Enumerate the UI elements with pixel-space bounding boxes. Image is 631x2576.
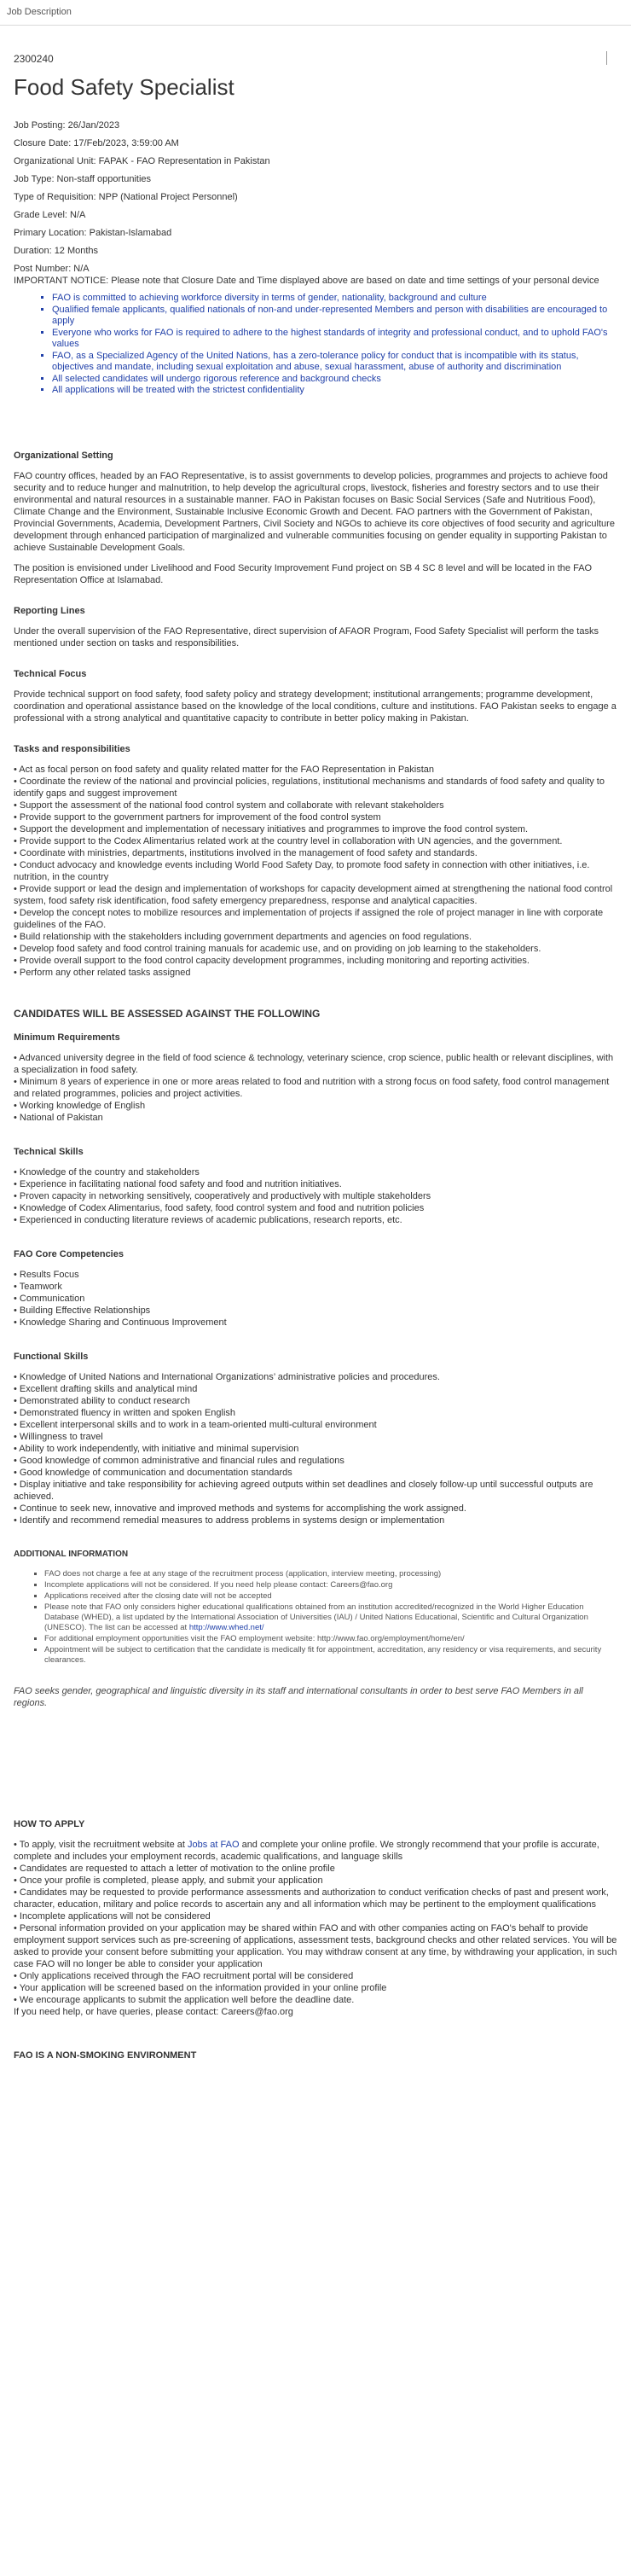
- list-item: • Building Effective Relationships: [14, 1305, 151, 1316]
- technical-skills-list: [14, 1166, 617, 1226]
- list-item: • Identify and recommend remedial measures to address problems in systems design or implementation: [14, 1515, 445, 1526]
- list-item: ▪ FAO does not charge a fee at any stage of the recruitment process (application, interview meeting, processing): [44, 1569, 617, 1579]
- apply-intro-text: • To apply, visit the recruitment website at: [14, 1839, 188, 1850]
- list-item: • Experience in facilitating national food safety and food and nutrition initiatives.: [14, 1178, 342, 1189]
- list-item: If you need help, or have queries, please contact: Careers@fao.org: [14, 2006, 293, 2017]
- list-item: • Knowledge of the country and stakeholders: [14, 1166, 200, 1178]
- core-competencies-heading: FAO Core Competencies: [14, 1248, 124, 1259]
- org-setting-heading: Organizational Setting: [14, 450, 113, 461]
- list-item: ▪ Appointment will be subject to certification that the candidate is medically fit for appointment, accreditation, any residency or visa requirements, and security clearances.: [44, 1645, 617, 1666]
- page-header-title: Job Description: [7, 7, 72, 17]
- list-item: • Support the assessment of the national food control system and collaborate with relevant stakeholders: [14, 800, 444, 811]
- requisition-number: 2300240: [14, 53, 54, 65]
- list-item: • Coordinate with ministries, departments, institutions involved in the management of food safety and standards.: [14, 847, 478, 858]
- meta-grade: Grade Level: N/A: [14, 210, 86, 220]
- list-item: • Provide overall support to the food control capacity development programmes, including monitoring and reporting activities.: [14, 955, 530, 966]
- requisition-row: [14, 51, 617, 68]
- list-item: • Perform any other related tasks assigned: [14, 967, 191, 978]
- meta-location: Primary Location: Pakistan-Islamabad: [14, 228, 172, 238]
- list-item: • Your application will be screened based on the information provided in your online profile: [14, 1982, 387, 1993]
- list-item: • Minimum 8 years of experience in one or more areas related to food and nutrition with a strong focus on food safety, food control management and related programmes, policies and project activities.: [14, 1076, 610, 1099]
- technical-focus-heading: Technical Focus: [14, 668, 87, 679]
- tasks-list: [14, 764, 617, 979]
- list-item: • Provide support to the government partners for improvement of the food control system: [14, 811, 381, 823]
- reporting-heading: Reporting Lines: [14, 605, 85, 616]
- additional-info-list: [14, 1569, 617, 1666]
- list-item: • Experienced in conducting literature reviews of academic publications, research reports, etc.: [14, 1214, 402, 1225]
- list-item: • Proven capacity in networking sensitively, cooperatively and productively with multiple stakeholders: [14, 1190, 431, 1201]
- core-competencies-list: [14, 1269, 617, 1329]
- list-item: ▪ Incomplete applications will not be considered. If you need help please contact: Careers@fao.org: [44, 1580, 617, 1590]
- list-item: • Communication: [14, 1293, 85, 1304]
- technical-focus-text: Provide technical support on food safety, food safety policy and strategy development; institutional arrangements; programme development, coordination and operational assistance based on the knowledge of the local conditions, culture and institutions. FAO Pakistan seeks to engage a professional with a strong analytical and quantitative capacity to contribute in better policy making in Pakistan.: [14, 689, 617, 724]
- list-item: • Once your profile is completed, please apply, and submit your application: [14, 1875, 323, 1886]
- technical-skills-heading: Technical Skills: [14, 1146, 84, 1157]
- meta-job-type: Job Type: Non-staff opportunities: [14, 174, 152, 184]
- list-item: ▪ Applications received after the closing date will not be accepted: [44, 1591, 617, 1602]
- list-item: ▪ All selected candidates will undergo rigorous reference and background checks: [52, 374, 617, 386]
- whed-link[interactable]: http://www.whed.net/: [188, 1622, 264, 1632]
- list-item: • National of Pakistan: [14, 1112, 103, 1123]
- list-item: • Teamwork: [14, 1281, 62, 1292]
- list-item: • Advanced university degree in the field of food science & technology, veterinary science, crop science, public health or relevant disciplines, with a specialization in food safety.: [14, 1052, 614, 1075]
- list-item: • Willingness to travel: [14, 1431, 103, 1442]
- list-item: • Knowledge of United Nations and International Organizations’ administrative policies and procedures.: [14, 1371, 440, 1382]
- list-item: • Demonstrated fluency in written and spoken English: [14, 1407, 236, 1418]
- list-item: ▪ FAO, as a Specialized Agency of the United Nations, has a zero-tolerance policy for conduct that is incompatible with its status, objectives and mandate, including sexual exploitation and abuse, sexual harassment, abuse of authority and discrimination: [52, 351, 617, 374]
- list-item: • Only applications received through the FAO recruitment portal will be considered: [14, 1970, 354, 1981]
- list-item: ▪ For additional employment opportunities visit the FAO employment website: http://www.fao.org/employment/home/en/: [44, 1634, 617, 1644]
- meta-requisition-type: Type of Requisition: NPP (National Project Personnel): [14, 192, 238, 202]
- list-item: [14, 1839, 617, 1863]
- list-item: • Develop food safety and food control training manuals for academic use, and on providing on job learning to the stakeholders.: [14, 943, 541, 954]
- org-setting-paragraph: The position is envisioned under Livelihood and Food Security Improvement Fund project on SB 4 SC 8 level and will be located in the FAO Representation Office at Islamabad.: [14, 562, 593, 585]
- list-item: • Conduct advocacy and knowledge events including World Food Safety Day, to promote food safety in connection with other initiatives, i.e. nutrition, in the country: [14, 859, 590, 882]
- top-bar: [0, 0, 631, 26]
- list-item: • Excellent drafting skills and analytical mind: [14, 1383, 198, 1394]
- diversity-note: FAO seeks gender, geographical and linguistic diversity in its staff and international consultants in order to best serve FAO Members in all regions.: [14, 1685, 583, 1708]
- list-item: • Good knowledge of communication and documentation standards: [14, 1467, 292, 1478]
- list-item: • Working knowledge of English: [14, 1100, 146, 1111]
- list-item: • Personal information provided on your application may be shared within FAO and with other companies acting on FAO's behalf to provide employment support services such as pre-screening of applications, assessment tests, background checks and other related services. You will be asked to provide your consent before submitting your application. You may withdraw consent at any time, by withdrawing your application, in such case FAO will no longer be able to consider your application: [14, 1922, 617, 1969]
- list-item: • Results Focus: [14, 1269, 79, 1280]
- scroll-marker: [606, 51, 607, 65]
- additional-info-heading: ADDITIONAL INFORMATION: [14, 1549, 129, 1559]
- list-item: • We encourage applicants to submit the application well before the deadline date.: [14, 1994, 355, 2005]
- list-item: • Good knowledge of common administrative and financial rules and regulations: [14, 1455, 344, 1466]
- list-item: • Excellent interpersonal skills and to work in a team-oriented multi-cultural environment: [14, 1419, 377, 1430]
- tasks-heading: Tasks and responsibilities: [14, 743, 130, 754]
- job-meta: [14, 119, 617, 275]
- functional-skills-list: [14, 1371, 617, 1526]
- list-item: • Display initiative and take responsibility for achieving agreed outputs within set deadlines and closely follow-up until successful outputs are achieved.: [14, 1479, 593, 1502]
- meta-posting: Job Posting: 26/Jan/2023: [14, 120, 120, 131]
- important-notice: IMPORTANT NOTICE: Please note that Closure Date and Time displayed above are based on date and time settings of your personal device: [14, 276, 599, 286]
- list-item: • Develop the concept notes to mobilize resources and implementation of projects if assigned the role of project manager in line with corporate guidelines of the FAO.: [14, 907, 604, 930]
- assessment-heading: CANDIDATES WILL BE ASSESSED AGAINST THE FOLLOWING: [14, 1007, 321, 1020]
- list-item: • Provide support or lead the design and implementation of workshops for capacity development aimed at strengthening the national food control system, food safety risk identification, food safety emergency preparedness, response and analytical capacities.: [14, 883, 613, 906]
- list-item: ▪ All applications will be treated with the strictest confidentiality: [52, 385, 617, 397]
- functional-skills-heading: Functional Skills: [14, 1351, 89, 1362]
- jobs-at-fao-link[interactable]: Jobs at FAO: [187, 1839, 240, 1850]
- apply-intro-text-continued: and complete your online profile. We strongly recommend that your profile is accurate, complete and includes your employment records, academic qualifications, and language skills: [14, 1839, 599, 1862]
- meta-duration: Duration: 12 Months: [14, 246, 99, 256]
- list-item: • Candidates are requested to attach a letter of motivation to the online profile: [14, 1863, 335, 1874]
- reporting-text: Under the overall supervision of the FAO Representative, direct supervision of AFAOR Program, Food Safety Specialist will perform the tasks mentioned under section on tasks and responsibilities.: [14, 625, 599, 648]
- list-item: • Build relationship with the stakeholders including government departments and agencies on food regulations.: [14, 931, 472, 942]
- how-to-apply-heading: HOW TO APPLY: [14, 1818, 85, 1829]
- list-item: • Incomplete applications will not be considered: [14, 1910, 211, 1922]
- list-item: • Continue to seek new, innovative and improved methods and systems for accomplishing the work assigned.: [14, 1503, 466, 1514]
- org-setting-paragraph: FAO country offices, headed by an FAO Representative, is to assist governments to develop policies, programmes and projects to achieve food security and to reduce hunger and malnutrition, to help develop the agricultural crops, livestock, fisheries and forestry sectors and to use their environmental and natural resources in a sustainable manner. FAO in Pakistan focuses on Basic Social Services (Safe and Nutritious Food), Climate Change and the Environment, Sustainable Inclusive Economic Growth and Decent. FAO partners with the Government of Pakistan, Provincial Governments, Academia, Development Partners, Civil Society and NGOs to achieve its core objectives of food security and agriculture development through enhanced participation of marginalized and vulnerable communities focusing on gender equality in supporting Pakistan to achieve Sustainable Development Goals.: [14, 470, 615, 553]
- how-to-apply-list: [14, 1839, 617, 2018]
- list-item: • Demonstrated ability to conduct research: [14, 1395, 190, 1406]
- list-item: • Knowledge of Codex Alimentarius, food safety, food control system and food and nutrition policies: [14, 1202, 425, 1213]
- job-content: [0, 51, 631, 2061]
- list-item: • Coordinate the review of the national and provincial policies, regulations, institutional mechanisms and standards of food safety and quality to identify gaps and suggest improvement: [14, 776, 605, 799]
- list-item: • Candidates may be requested to provide performance assessments and authorization to conduct verification checks of past and present work, character, education, military and police records to ascertain any and all information which may be pertinent to the employment qualifications: [14, 1887, 609, 1910]
- list-item: • Knowledge Sharing and Continuous Improvement: [14, 1317, 227, 1328]
- list-item: • Provide support to the Codex Alimentarius related work at the country level in collaboration with UN agencies, and the government.: [14, 835, 563, 846]
- meta-post-number: Post Number: N/A: [14, 264, 90, 274]
- non-smoking-notice: FAO IS A NON-SMOKING ENVIRONMENT: [14, 2050, 197, 2061]
- job-title: Food Safety Specialist: [14, 74, 234, 100]
- commitments-list: [14, 293, 617, 397]
- list-item: • Act as focal person on food safety and quality related matter for the FAO Representation in Pakistan: [14, 764, 435, 775]
- min-req-list: [14, 1052, 617, 1124]
- list-item: • Support the development and implementation of necessary initiatives and programmes to improve the food control system.: [14, 823, 529, 834]
- list-item: ▪ Qualified female applicants, qualified nationals of non-and under-represented Members and person with disabilities are encouraged to apply: [52, 305, 617, 328]
- meta-closure: Closure Date: 17/Feb/2023, 3:59:00 AM: [14, 138, 179, 148]
- whed-text: Please note that FAO only considers higher educational qualifications obtained from an institution accredited/recognized in the World Higher Education Database (WHED), a list updated by the International Association of Universities (IAU) / United Nations Educational, Scientific and Cultural Organization (UNESCO). The list can be accessed at: [44, 1602, 588, 1632]
- list-item: ▪ Everyone who works for FAO is required to adhere to the highest standards of integrity and professional conduct, and to uphold FAO's values: [52, 328, 617, 351]
- min-req-heading: Minimum Requirements: [14, 1032, 120, 1043]
- list-item: • Ability to work independently, with initiative and minimal supervision: [14, 1443, 299, 1454]
- meta-org-unit: Organizational Unit: FAPAK - FAO Representation in Pakistan: [14, 156, 270, 166]
- list-item: ▪ FAO is committed to achieving workforce diversity in terms of gender, nationality, background and culture: [52, 293, 617, 305]
- list-item: [44, 1602, 617, 1633]
